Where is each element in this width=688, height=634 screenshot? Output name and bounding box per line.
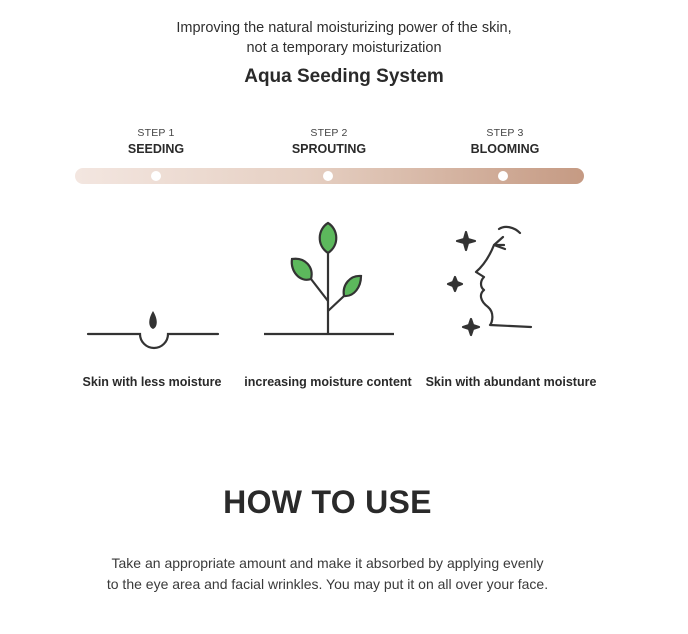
step-name: BLOOMING: [470, 142, 540, 156]
step-number: STEP 1: [137, 127, 175, 139]
instructions-line-2: to the eye area and facial wrinkles. You may put it on all over your face.: [106, 576, 549, 592]
intro-text: [0, 18, 688, 58]
intro-line-2: not a temporary moisturization: [246, 40, 442, 56]
how-to-use-title: HOW TO USE: [223, 484, 432, 520]
sprout-icon: [264, 223, 394, 334]
how-to-use-instructions: [0, 553, 655, 595]
seed-icon: [88, 311, 218, 348]
step-progress-bar: [75, 168, 584, 184]
caption-blooming: Skin with abundant moisture: [425, 375, 597, 389]
instructions-line-1: Take an appropriate amount and make it absorbed by applying evenly: [111, 555, 544, 571]
step-2-marker: [323, 171, 333, 181]
face-sparkle-icon: [448, 227, 531, 335]
step-name: SEEDING: [127, 142, 185, 156]
step-seeding: [86, 127, 226, 156]
step-1-marker: [151, 171, 161, 181]
intro-line-1: Improving the natural moisturizing power of the skin,: [176, 20, 512, 36]
step-illustrations: [0, 215, 688, 365]
caption-sprouting: increasing moisture content: [244, 375, 412, 389]
step-blooming: [435, 127, 575, 156]
step-number: STEP 3: [486, 127, 524, 139]
step-number: STEP 2: [310, 127, 348, 139]
caption-seeding: Skin with less moisture: [82, 375, 222, 389]
step-name: SPROUTING: [291, 142, 367, 156]
step-sprouting: [259, 127, 399, 156]
system-title: Aqua Seeding System: [244, 66, 444, 87]
step-3-marker: [498, 171, 508, 181]
